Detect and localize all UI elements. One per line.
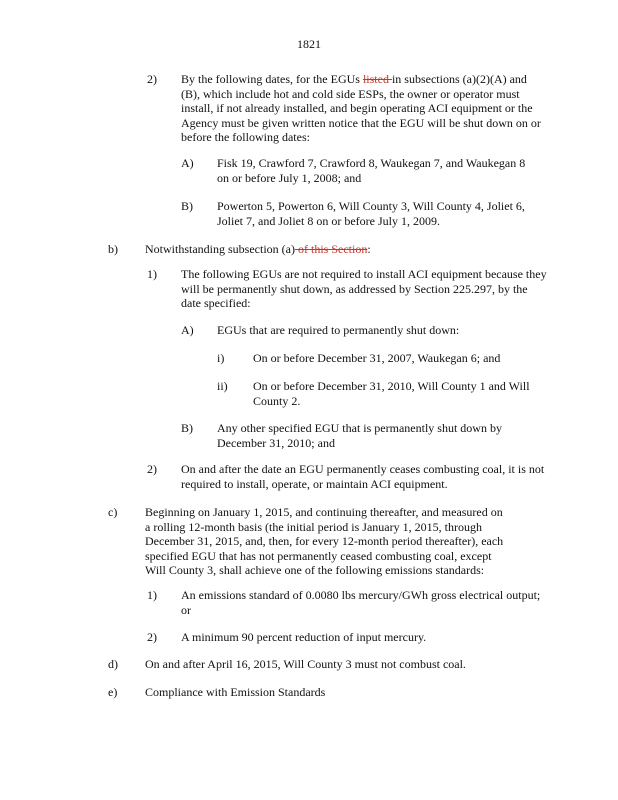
subsection-b1-label: 1) <box>147 267 157 281</box>
struck-text: of this Section <box>294 242 368 256</box>
subsection-e-text: Compliance with Emission Standards <box>145 685 326 699</box>
subsection-e-label: e) <box>108 685 118 699</box>
subsection-b1-B-label: B) <box>181 421 193 435</box>
subsection-b1-A-i-label: i) <box>217 351 225 365</box>
subsection-a2-B-label: B) <box>181 199 193 213</box>
subsection-c-label: c) <box>108 505 118 519</box>
subsection-a2-A-label: A) <box>181 156 194 170</box>
subsection-c1-text: An emissions standard of 0.0080 lbs mercury/GWh gross electrical output; or <box>181 588 541 617</box>
subsection-a2-label: 2) <box>147 72 157 86</box>
subsection-d-label: d) <box>108 657 118 671</box>
subsection-b1-A-ii-label: ii) <box>217 379 228 393</box>
subsection-b2-text: On and after the date an EGU permanently ceases combusting coal, it is not required to install, operate, or maintain ACI equipment. <box>181 462 545 491</box>
subsection-b1-A-ii-text: On or before December 31, 2010, Will County 1 and Will County 2. <box>253 379 530 408</box>
subsection-c2-label: 2) <box>147 630 157 644</box>
subsection-c2-text: A minimum 90 percent reduction of input mercury. <box>181 630 427 644</box>
subsection-a2-text: By the following dates, for the EGUs listed in subsections (a)(2)(A) and (B), which include hot and cold side ESPs, the owner or operator must install, if not already installed, and begin operating ACI equipment or the Agency must be given written notice that the EGU will be shut down on or before the following dates: <box>181 72 541 144</box>
subsection-b1-A-label: A) <box>181 323 194 337</box>
subsection-d-text: On and after April 16, 2015, Will County 3 must not combust coal. <box>145 657 466 671</box>
struck-text: listed <box>362 72 392 86</box>
subsection-a2-A-text: Fisk 19, Crawford 7, Crawford 8, Waukegan 7, and Waukegan 8 on or before July 1, 2008; and <box>217 156 526 185</box>
subsection-c-text: Beginning on January 1, 2015, and continuing thereafter, and measured on a rolling 12-month basis (the initial period is January 1, 2015, through December 31, 2015, and, then, for every 12-month period thereafter), each specified EGU that has not permanently ceased combusting coal, except Will County 3, shall achieve one of the following emissions standards: <box>145 505 504 577</box>
subsection-b1-A-text: EGUs that are required to permanently shut down: <box>217 323 460 337</box>
subsection-a2-B-text: Powerton 5, Powerton 6, Will County 3, Will County 4, Joliet 6, Joliet 7, and Joliet 8 on or before July 1, 2009. <box>217 199 525 228</box>
subsection-b-text: Notwithstanding subsection (a) of this Section: <box>145 242 371 256</box>
page-number: 1821 <box>297 37 321 51</box>
subsection-b1-B-text: Any other specified EGU that is permanently shut down by December 31, 2010; and <box>217 421 502 450</box>
subsection-c1-label: 1) <box>147 588 157 602</box>
subsection-b1-A-i-text: On or before December 31, 2007, Waukegan 6; and <box>253 351 501 365</box>
subsection-b2-label: 2) <box>147 462 157 476</box>
subsection-b-label: b) <box>108 242 118 256</box>
subsection-b1-text: The following EGUs are not required to install ACI equipment because they will be permanently shut down, as addressed by Section 225.297, by the date specified: <box>181 267 547 310</box>
